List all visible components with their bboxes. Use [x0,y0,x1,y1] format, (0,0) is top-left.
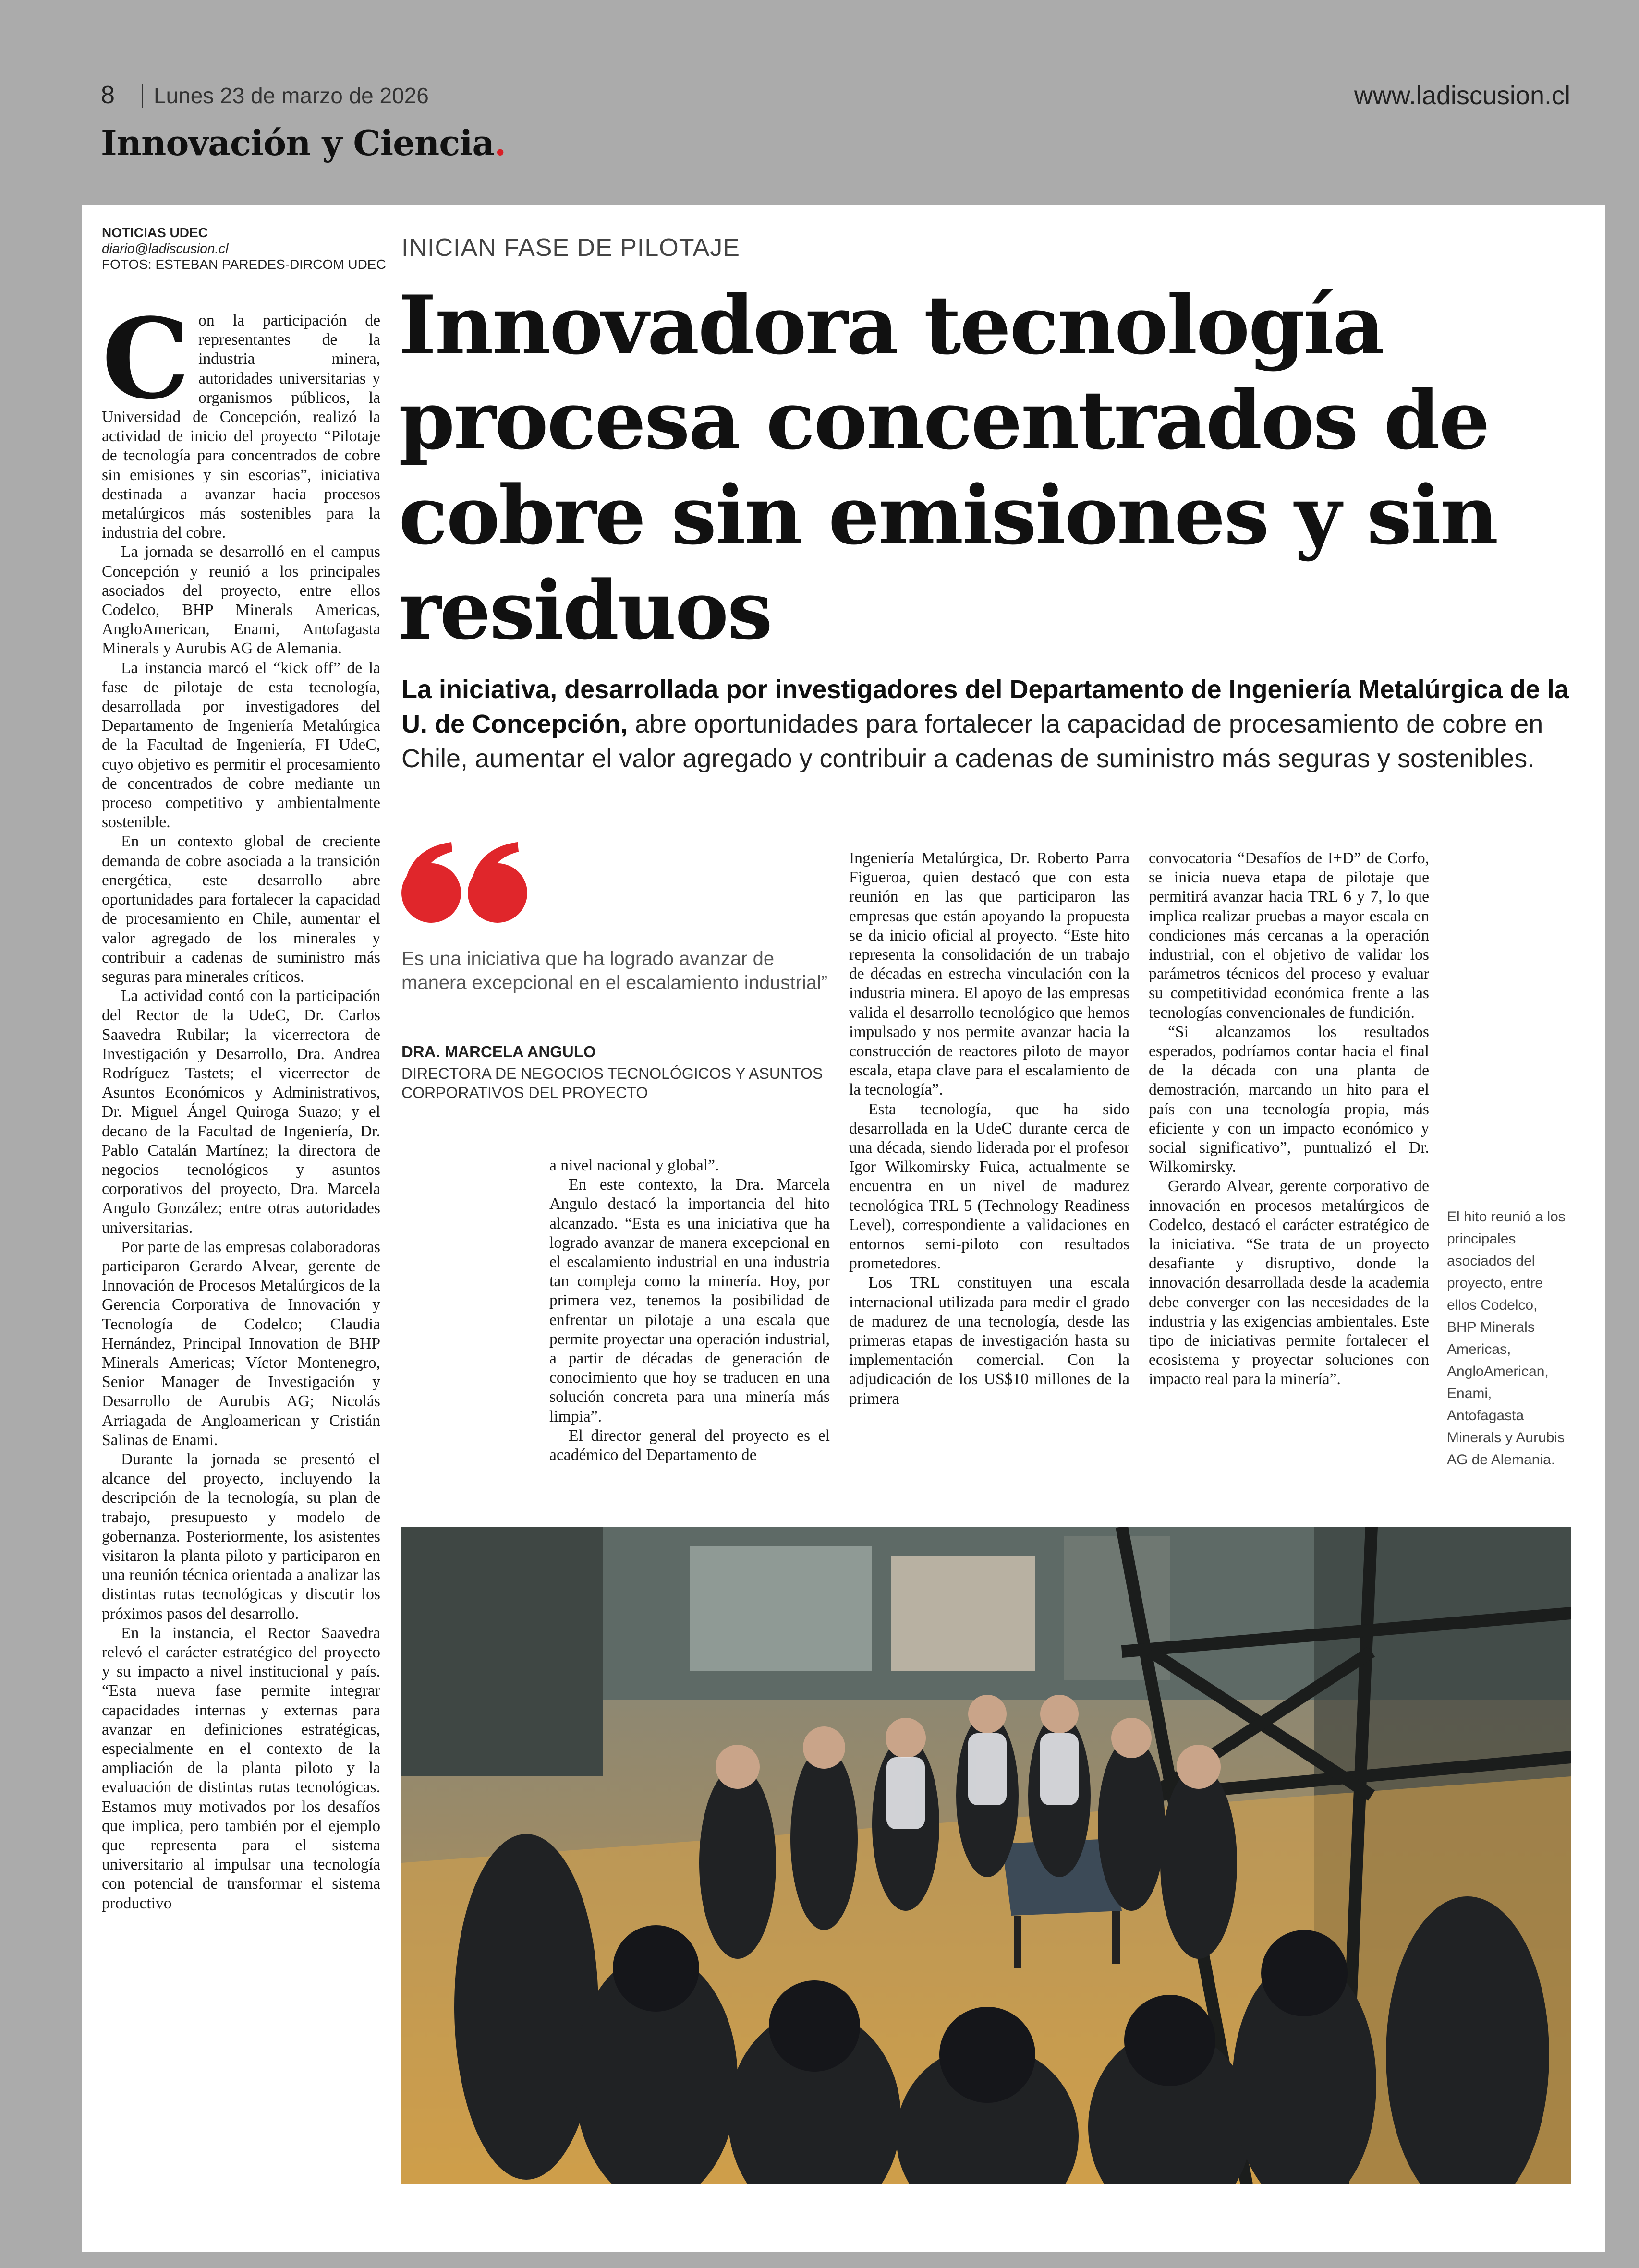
pull-quote-author: DRA. MARCELA ANGULO [401,1043,596,1061]
deck-lead: La iniciativa, desarrollada por investigadores del Departamento de Ingeniería Metalúrgica de la U. de Concepción, [401,675,1569,738]
article-column-1 [102,311,380,2193]
byline-photos: FOTOS: ESTEBAN PAREDES-DIRCOM UDEC [102,257,386,272]
paragraph: Esta tecnología, que ha sido desarrollada en la UdeC durante cerca de una década, siendo liderada por el profesor Igor Wilkomirsky Fuica, actualmente se encuentra en un nivel de madurez tecnológica TRL 5 (Technology Readiness Level), correspondiente a validaciones en entornos semi-piloto con resultados prometedores. [849,1100,1129,1273]
pull-quote-role: DIRECTORA DE NEGOCIOS TECNOLÓGICOS Y ASUNTOS CORPORATIVOS DEL PROYECTO [401,1065,823,1101]
article-sheet [82,205,1605,2252]
article-deck [401,672,1573,776]
photo-illustration [401,1527,1571,2184]
drop-cap: C [102,311,190,424]
byline-email[interactable]: diario@ladiscusion.cl [102,241,229,256]
paragraph: a nivel nacional y global”. [549,1157,719,1174]
article-photo [401,1527,1571,2184]
article-column-3 [849,849,1129,1521]
paragraph: Por parte de las empresas colaboradoras participaron Gerardo Alvear, gerente de Innovación de Procesos Metalúrgicos de la Gerencia Corporativa de Innovación y Tecnología de Codelco; Claudia Hernández, Principal Innovation de BHP Minerals Americas; Víctor Montenegro, Senior Manager de Investigación y Desarrollo de Aurubis AG; Nicolás Arriagada de Angloamerican y Cristián Salinas de Enami. [102,1238,380,1449]
paragraph: Gerardo Alvear, gerente corporativo de innovación en procesos metalúrgicos de Codelco, destacó el carácter estratégico de la iniciativa. “Se trata de un proyecto desafiante y disruptivo, donde la innovación desarrollada desde la academia debe converger con las necesidades de la industria y las exigencias ambientales. Este tipo de iniciativas permite fortalecer el ecosistema y proyectar soluciones con impacto real para la minería”. [1149,1177,1429,1388]
page-header [101,77,1570,115]
paragraph: on la participación de representantes de la industria minera, autoridades universitarias y organismos públicos, la Universidad de Concepción, realizó la actividad de inicio del proyecto “Pilotaje de tecnología para concentrados de cobre sin emisiones y sin escorias”, iniciativa destinada a avanzar hacia procesos metalúrgicos más sostenibles para la industria del cobre. [102,312,380,542]
page-number: 8 [101,81,115,109]
paragraph: En este contexto, la Dra. Marcela Angulo destacó la importancia del hito alcanzado. “Esta es una iniciativa que ha logrado avanzar de manera excepcional en el escalamiento industrial en una industria tan compleja como la minería. Hoy, por primera vez, tenemos la posibilidad de enfrentar un pilotaje a una escala que permite proyectar una operación industrial, a partir de décadas de generación de conocimiento que hoy se traducen en una solución concreta para una minería más limpia”. [549,1176,830,1425]
photo-caption: El hito reunió a los principales asociados del proyecto, entre ellos Codelco, BHP Minerals Americas, AngloAmerican, Enami, Antofagasta Minerals y Aurubis AG de Alemania. [1447,1209,1566,1468]
site-url[interactable]: www.ladiscusion.cl [1354,81,1570,110]
section-dot: . [494,122,506,163]
article-kicker: INICIAN FASE DE PILOTAJE [401,234,740,262]
deck-rest: abre oportunidades para fortalecer la capacidad de procesamiento de cobre en Chile, aumentar el valor agregado y contribuir a cadenas de suministro más seguras y sostenibles. [401,710,1543,773]
paragraph: En la instancia, el Rector Saavedra relevó el carácter estratégico del proyecto y su impacto a nivel institucional y país. “Esta nueva fase permite integrar capacidades internas y externas para avanzar en definiciones estratégicas, especialmente en el contexto de la ampliación de la planta piloto y la evaluación de distintas rutas tecnológicas. Estamos muy motivados por los desafíos que implica, pero también por el ejemplo que representa para el sistema universitario al impulsar una tecnología con potencial de transformar el sistema productivo [102,1624,380,1912]
paragraph: El director general del proyecto es el académico del Departamento de [549,1426,830,1464]
section-title [101,122,506,163]
paragraph: “Si alcanzamos los resultados esperados, podríamos contar hacia el final de la década con una planta de demostración, marcando un hito para el país con una tecnología propia, más eficiente y con un impacto económico y social significativo”, puntualizó el Dr. Wilkomirsky. [1149,1023,1429,1176]
paragraph: La actividad contó con la participación del Rector de la UdeC, Dr. Carlos Saavedra Rubilar; la vicerrectora de Investigación y Desarrollo, Dra. Andrea Rodríguez Tastets; el vicerrector de Asuntos Económicos y Administrativos, Dr. Miguel Ángel Quiroga Suazo; y el decano de la Facultad de Ingeniería, Dr. Pablo Catalán Martínez; la directora de negocios tecnológicos y asuntos corporativos del proyecto, Dra. Marcela Angulo González; entre otras autoridades universitarias. [102,987,380,1237]
edition-date: Lunes 23 de marzo de 2026 [154,83,429,108]
section-title-text: Innovación y Ciencia [101,122,495,163]
article-column-2 [549,1156,830,1521]
quote-marks-icon [399,839,533,926]
paragraph: convocatoria “Desafíos de I+D” de Corfo, se inicia nueva etapa de pilotaje que permitirá avanzar hacia TRL 6 y 7, lo que implica realizar pruebas a mayor escala en condiciones más cercanas a la operación industrial, con el objetivo de validar los parámetros técnicos del proceso y evaluar su competitividad económica frente a las tecnologías convencionales de fundición. [1149,849,1429,1022]
pull-quote-text: Es una iniciativa que ha logrado avanzar de manera excepcional en el escalamiento industrial” [401,948,828,993]
byline [102,225,390,272]
header-divider [142,84,143,108]
paragraph: Los TRL constituyen una escala internacional utilizada para medir el grado de madurez de una tecnología, desde las primeras etapas de investigación hasta su implementación comercial. Con la adjudicación de los US$10 millones de la primera [849,1274,1129,1408]
paragraph: En un contexto global de creciente demanda de cobre asociada a la transición energética, este desarrollo abre oportunidades para fortalecer la capacidad de procesamiento en Chile, aumentar el valor agregado de los minerales y contribuir a cadenas de suministro más seguras para minerales críticos. [102,832,380,986]
paragraph: Ingeniería Metalúrgica, Dr. Roberto Parra Figueroa, quien destacó que con esta reunión en las que participaron las empresas que están apoyando la propuesta se da inicio oficial al proyecto. “Este hito representa la consolidación de un trabajo de décadas en estrecha vinculación con la industria minera. El apoyo de las empresas valida el desarrollo tecnológico que hemos impulsado y nos permite avanzar hacia la construcción de reactores piloto de mayor escala, etapa clave para el escalamiento de la tecnología”. [849,849,1129,1099]
article-column-4 [1149,849,1429,1521]
paragraph: La instancia marcó el “kick off” de la fase de pilotaje de esta tecnología, desarrollada por investigadores del Departamento de Ingeniería Metalúrgica de la Facultad de Ingeniería, FI UdeC, cuyo objetivo es permitir el procesamiento de concentrados de cobre mediante un proceso competitivo y ambientalmente sostenible. [102,659,380,832]
article-headline: Innovadora tecnología procesa concentrados de cobre sin emisiones y sin residuos [399,277,1497,658]
paragraph: La jornada se desarrolló en el campus Concepción y reunió a los principales asociados del proyecto, entre ellos Codelco, BHP Minerals Americas, AngloAmerican, Enami, Antofagasta Minerals y Aurubis AG de Alemania. [102,543,380,658]
paragraph: Durante la jornada se presentó el alcance del proyecto, incluyendo la descripción de la tecnología, su plan de trabajo, presupuesto y modelo de gobernanza. Posteriormente, los asistentes visitaron la planta piloto y participaron en una reunión técnica orientada a analizar las distintas rutas tecnológicas y discutir los próximos pasos del desarrollo. [102,1450,380,1623]
byline-source: NOTICIAS UDEC [102,225,208,240]
